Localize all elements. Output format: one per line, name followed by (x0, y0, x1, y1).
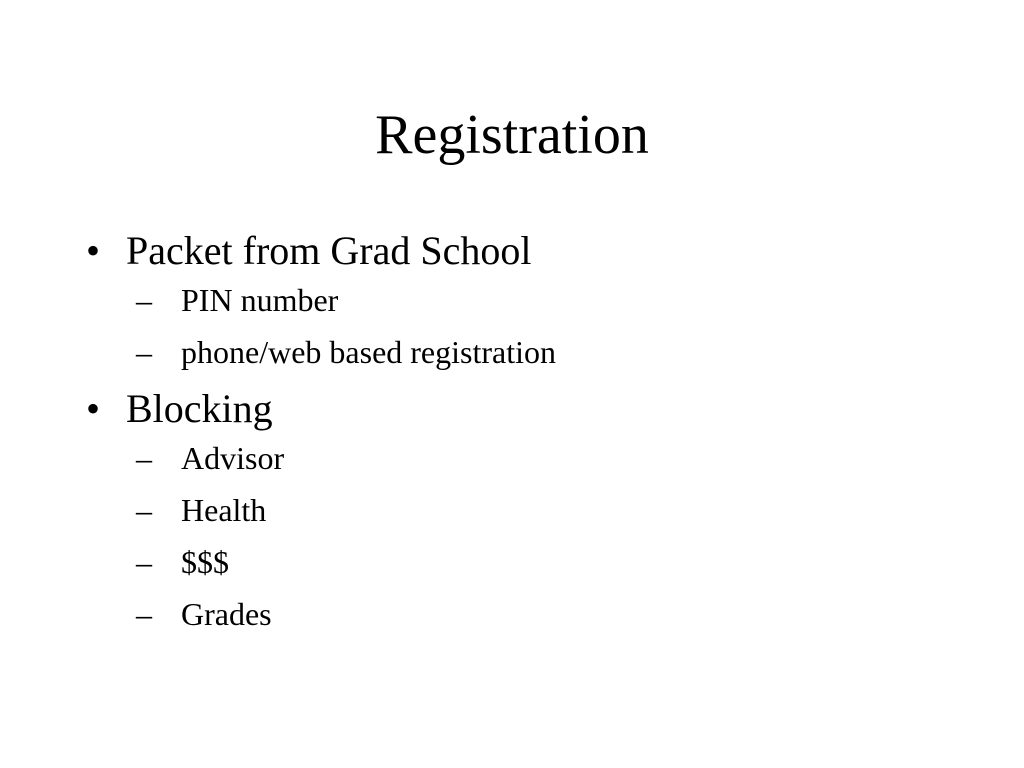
sub-bullet-item (136, 280, 556, 320)
bullet-marker: • (86, 386, 101, 431)
sub-bullet-item (136, 438, 556, 478)
dash-marker: – (136, 334, 152, 370)
sub-bullet-text: Grades (181, 596, 272, 632)
bullet-item (86, 384, 556, 634)
sub-bullet-item (136, 332, 556, 372)
sub-bullet-text: $$$ (181, 544, 229, 580)
bullet-list (86, 226, 556, 646)
bullet-marker: • (86, 228, 101, 273)
dash-marker: – (136, 282, 152, 318)
sub-bullet-item (136, 594, 556, 634)
bullet-item (86, 226, 556, 372)
sub-bullet-text: phone/web based registration (181, 334, 556, 370)
sub-bullet-item (136, 542, 556, 582)
dash-marker: – (136, 440, 152, 476)
sub-bullet-text: Advisor (181, 440, 285, 476)
sub-bullet-text: PIN number (181, 282, 339, 318)
sub-bullet-item (136, 490, 556, 530)
dash-marker: – (136, 596, 152, 632)
sub-bullet-list (126, 280, 556, 372)
sub-bullet-list (126, 438, 556, 634)
dash-marker: – (136, 492, 152, 528)
dash-marker: – (136, 544, 152, 580)
bullet-text: Packet from Grad School (126, 228, 532, 273)
bullet-text: Blocking (126, 386, 273, 431)
sub-bullet-text: Health (181, 492, 267, 528)
slide-title: Registration (375, 104, 649, 166)
